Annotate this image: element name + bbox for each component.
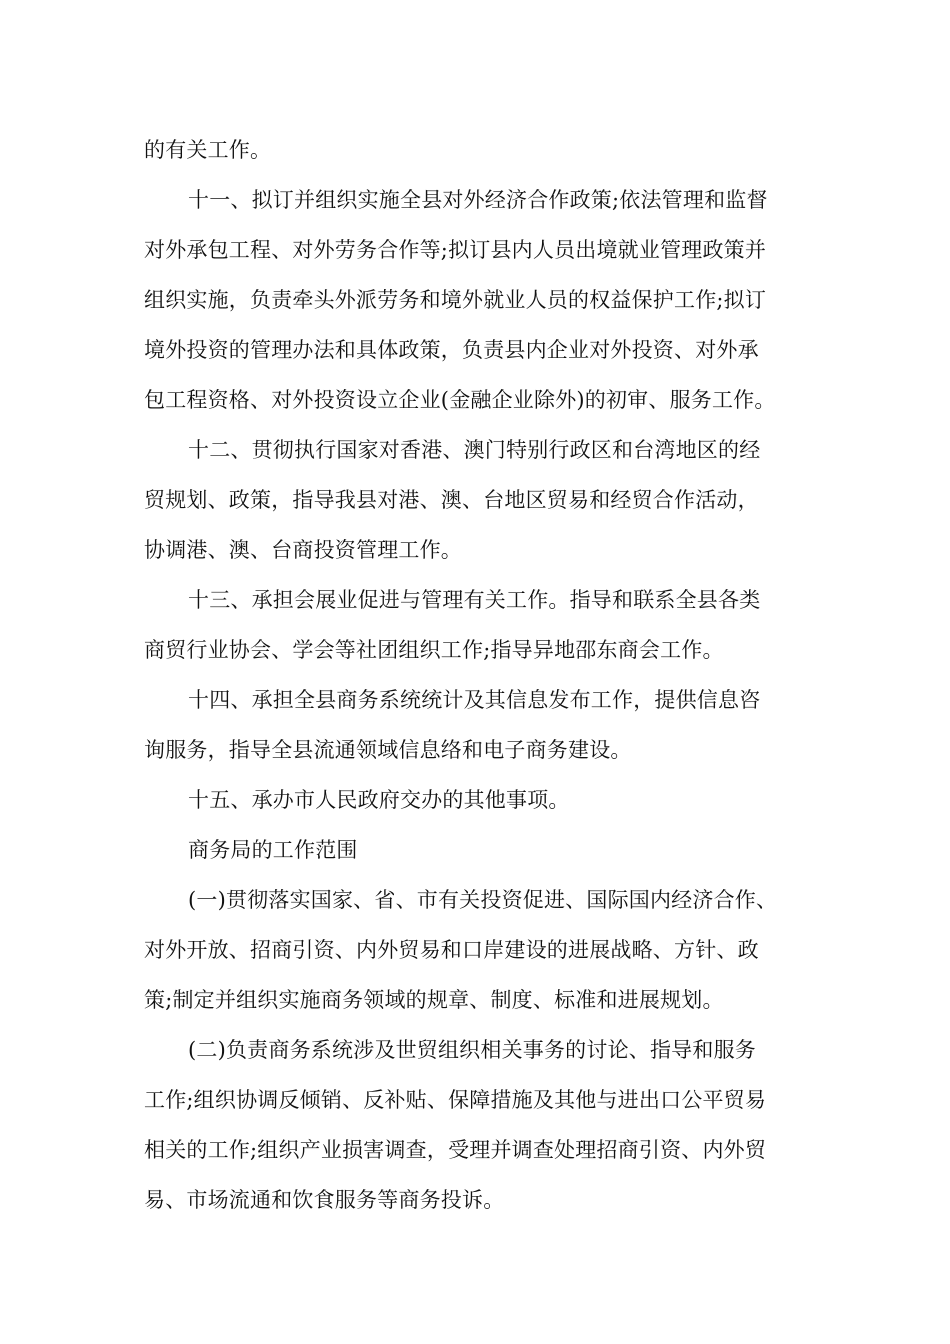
text-line: 协调港、澳、台商投资管理工作。 xyxy=(144,538,462,562)
paragraph-13-line-1: 十三、承担会展业促进与管理有关工作。指导和联系全县各类 xyxy=(188,588,761,612)
text-line: 策;制定并组织实施商务领域的规章、制度、标准和进展规划。 xyxy=(144,988,724,1012)
text-line: 境外投资的管理办法和具体政策，负责县内企业对外投资、对外承 xyxy=(144,338,759,362)
text-line: 对外承包工程、对外劳务合作等;拟订县内人员出境就业管理政策并 xyxy=(144,238,767,262)
text-line: 包工程资格、对外投资设立企业(金融企业除外)的初审、服务工作。 xyxy=(144,388,776,412)
text-line: 询服务，指导全县流通领域信息络和电子商务建设。 xyxy=(144,738,632,762)
paragraph-11-line-1: 十一、拟订并组织实施全县对外经济合作政策;依法管理和监督 xyxy=(188,188,768,212)
text-line: 贸规划、政策，指导我县对港、澳、台地区贸易和经贸合作活动， xyxy=(144,488,759,512)
text-line: 相关的工作;组织产业损害调查，受理并调查处理招商引资、内外贸 xyxy=(144,1138,767,1162)
item-2-line-1: (二)负责商务系统涉及世贸组织相关事务的讨论、指导和服务 xyxy=(188,1038,756,1062)
paragraph-15-line-1: 十五、承办市人民政府交办的其他事项。 xyxy=(188,788,570,812)
text-line: 商贸行业协会、学会等社团组织工作;指导异地邵东商会工作。 xyxy=(144,638,724,662)
text-line: 的有关工作。 xyxy=(144,138,272,162)
section-heading: 商务局的工作范围 xyxy=(188,838,358,862)
paragraph-14-line-1: 十四、承担全县商务系统统计及其信息发布工作，提供信息咨 xyxy=(188,688,761,712)
text-line: 组织实施，负责牵头外派劳务和境外就业人员的权益保护工作;拟订 xyxy=(144,288,767,312)
paragraph-12-line-1: 十二、贯彻执行国家对香港、澳门特别行政区和台湾地区的经 xyxy=(188,438,761,462)
text-line: 工作;组织协调反倾销、反补贴、保障措施及其他与进出口公平贸易 xyxy=(144,1088,767,1112)
item-1-line-1: (一)贯彻落实国家、省、市有关投资促进、国际国内经济合作、 xyxy=(188,888,778,912)
text-line: 对外开放、招商引资、内外贸易和口岸建设的进展战略、方针、政 xyxy=(144,938,759,962)
text-line: 易、市场流通和饮食服务等商务投诉。 xyxy=(144,1188,505,1212)
